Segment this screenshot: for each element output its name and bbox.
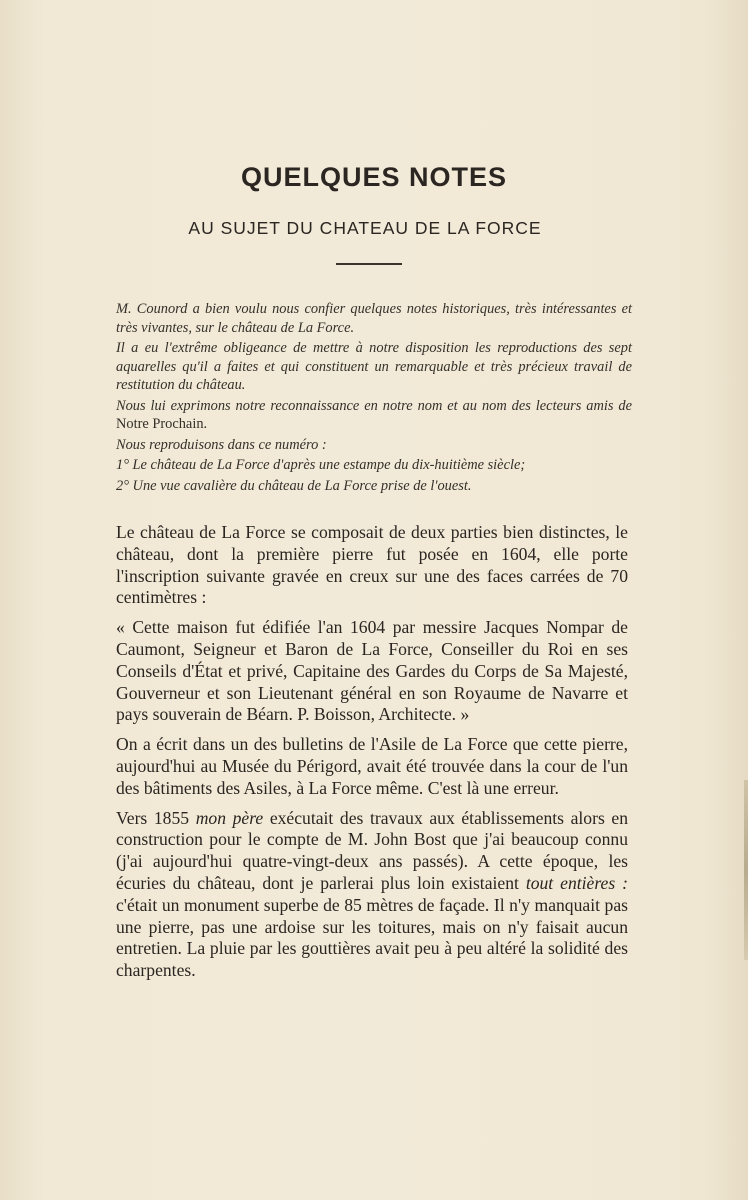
emphasis-text: mon père: [195, 807, 264, 828]
intro-paragraph: Nous reproduisons dans ce numéro :: [116, 436, 327, 453]
intro-paragraph: M. Counord a bien voulu nous confier quelques notes historiques, très intéressantes et très vivantes, sur le château de La Force.: [116, 301, 632, 336]
publication-name: Notre Prochain.: [116, 416, 208, 432]
emphasis-text: tout entières :: [525, 872, 628, 893]
page-edge-wear: [744, 780, 748, 960]
intro-paragraph: Il a eu l'extrême obligeance de mettre à notre disposition les reproductions des sept aquarelles qu'il a faites et qui constituent un remarquable et très précieux travail de restitution du château.: [116, 340, 632, 393]
body-paragraph: Le château de La Force se composait de deux parties bien distinctes, le château, dont la première pierre fut posée en 1604, elle porte l'inscription suivante gravée en creux sur une des faces carrées de 70 centimètres :: [116, 522, 628, 608]
body-text: exécutait des travaux aux établissements alors en construction pour le compte de M. John Bost que j'ai beaucoup connu (j'ai aujourd'hui quatre-vingt-deux ans passés). A cette époque, les écuries du château, dont je parlerai plus loin existaient: [116, 807, 629, 893]
page-title: QUELQUES NOTES: [240, 162, 508, 192]
intro-list-item: 1° Le château de La Force d'après une estampe du dix-huitième siècle;: [116, 457, 526, 473]
title-divider: [336, 263, 402, 265]
body-paragraph: [116, 808, 628, 982]
page-subtitle: AU SUJET DU CHATEAU DE LA FORCE: [188, 218, 542, 238]
body-text: c'était un monument superbe de 85 mètres de façade. Il n'y manquait pas une pierre, pas une ardoise sur les toitures, mais on n'y faisait aucun entretien. La pluie par les gouttières avait peu à peu altéré la solidité des charpentes.: [116, 894, 628, 981]
intro-note: [116, 300, 632, 497]
intro-text: Nous lui exprimons notre reconnaissance en notre nom et au nom des lecteurs amis de: [116, 397, 632, 414]
intro-list-item: 2° Une vue cavalière du château de La Force prise de l'ouest.: [116, 477, 472, 494]
body-text: Vers 1855: [116, 807, 196, 828]
article-body: [116, 522, 628, 990]
body-paragraph: On a écrit dans un des bulletins de l'Asile de La Force que cette pierre, aujourd'hui au Musée du Périgord, avait été trouvée dans la cour de l'un des bâtiments des Asiles, à La Force même. C'est là une erreur.: [116, 734, 628, 798]
inscription-quote: « Cette maison fut édifiée l'an 1604 par messire Jacques Nompar de Caumont, Seigneur et Baron de La Force, Conseiller du Roi en ses Conseils d'État et privé, Capitaine des Gardes du Corps de Sa Majesté, Gouverneur et son Lieutenant général en son Royaume de Navarre et pays souverain de Béarn. P. Boisson, Architecte. »: [116, 617, 628, 725]
intro-paragraph: [116, 397, 632, 434]
